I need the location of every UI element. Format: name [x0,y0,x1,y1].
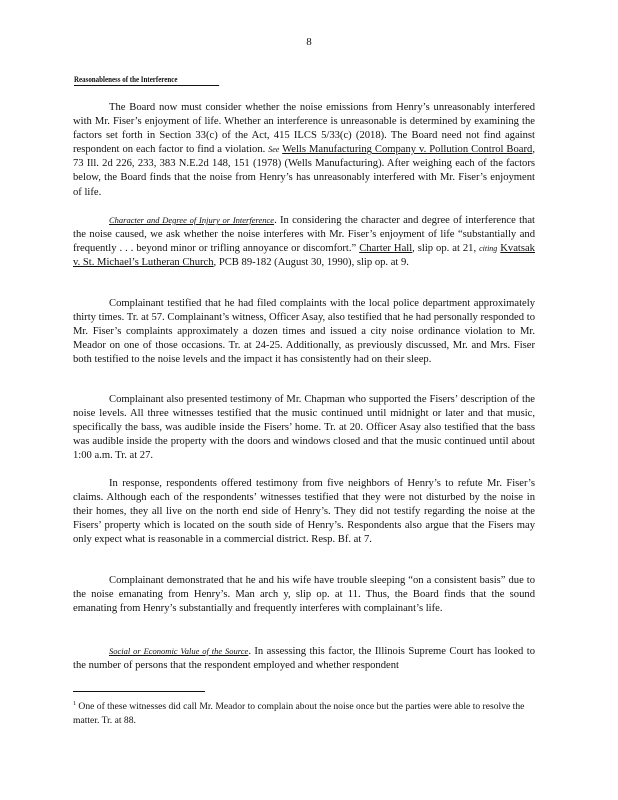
p7-text: . In assessing this factor, the Illinois Supreme Court has looked to the number of persons that the respondent employed and whether respondent [73,646,535,672]
p2-text-c: , PCB 89-182 (August 30, 1990), slip op. at 9. [213,257,409,269]
p2-citing: citing [479,244,498,254]
page-number: 8 [306,36,312,48]
paragraph-reasonableness [73,101,535,200]
p2-case-kvatsak: Kvatsak v. St. Michael’s Lutheran Church [73,243,535,269]
footnote [73,698,535,727]
footnote-divider [73,691,205,692]
paragraph-respondents-response: In response, respondents offered testimony from five neighbors of Henry’s to refute Mr. Fiser’s claims. Although each of the respondents’ witnesses testified that they were not disturbed by the noise in their homes, they all live on the north end side of Henry’s. They did not testify regarding the noise at the Fisers’ property which is located on the south side of Henry’s. Respondents also argue that the Fisers may only expect what is reasonable in a commercial district. Resp. Bf. at 7. [73,478,535,546]
paragraph-chapman-testimony: Complainant also presented testimony of Mr. Chapman who supported the Fisers’ description of the noise levels. All three witnesses testified that the music continued until midnight or later and that music, specifically the bass, was audible inside the Fisers’ home. Tr. at 20. Officer Asay also testified that the bass was audible inside the property with the doors and windows closed and that the music continued until about 1:00 a.m. Tr. at 27. [73,394,535,462]
p2-text-b: , slip op. at 21, [412,243,477,255]
paragraph-character-degree [73,213,535,270]
footnote-mark: 1 [73,701,76,707]
paragraph-social-economic-value [73,644,535,673]
subheading-character-degree: Character and Degree of Injury or Interference [109,215,275,225]
footnote-text: One of these witnesses did call Mr. Meador to complain about the noise once but the parties were able to resolve the matter. Tr. at 88. [73,701,525,726]
p2-case-charter-hall: Charter Hall [359,243,413,255]
section-heading: Reasonableness of the Interference [74,73,219,86]
paragraph-complaints: Complainant testified that he had filed complaints with the local police department approximately thirty times. Tr. at 57. Complainant’s witness, Officer Asay, also testified that he had personally responded to Mr. Fiser’s complaints approximately a dozen times and issued a city noise ordinance violation to Mr. Meador on one of those occasions. Tr. at 24-25. Additionally, as previously discussed, Mr. and Mrs. Fiser both testified to the noise levels and the impact it has consistently had on their sleep. [73,298,535,366]
paragraph-sleep-findings: Complainant demonstrated that he and his wife have trouble sleeping “on a consistent basis” due to the noise emanating from Henry’s. Man arch y, slip op. at 11. Thus, the Board finds that the sound emanating from Henry’s substantially and frequently interferes with complainant’s life. [73,575,535,615]
p1-see: See [268,145,280,155]
p1-text-b: , 73 Ill. 2d 226, 233, 383 N.E.2d 148, 151 (1978) (Wells Manufacturing). After weighing each of the factors below, the Board finds that the noise from Henry’s has unreasonably interfered with Mr. Fiser’s enjoyment of life. [73,144,535,198]
subheading-social-economic-value: Social or Economic Value of the Source [109,646,249,656]
p1-case-citation: Wells Manufacturing Company v. Pollution Control Board [282,144,533,156]
p2-text-a: . In considering the character and degree of interference that the noise caused, we ask whether the noise interferes with Mr. Fiser’s enjoyment of life “substantially and frequently . . . beyond minor or trifling annoyance or discomfort.” [73,215,535,255]
p1-text-a: The Board now must consider whether the noise emissions from Henry’s unreasonably interfered with Mr. Fiser’s enjoyment of life. Whether an interference is unreasonable is determined by examining the factors set forth in Section 33(c) of the Act, 415 ILCS 5/33(c) (2018). The Board need not find against respondent on each factor to find a violation. [73,102,535,156]
